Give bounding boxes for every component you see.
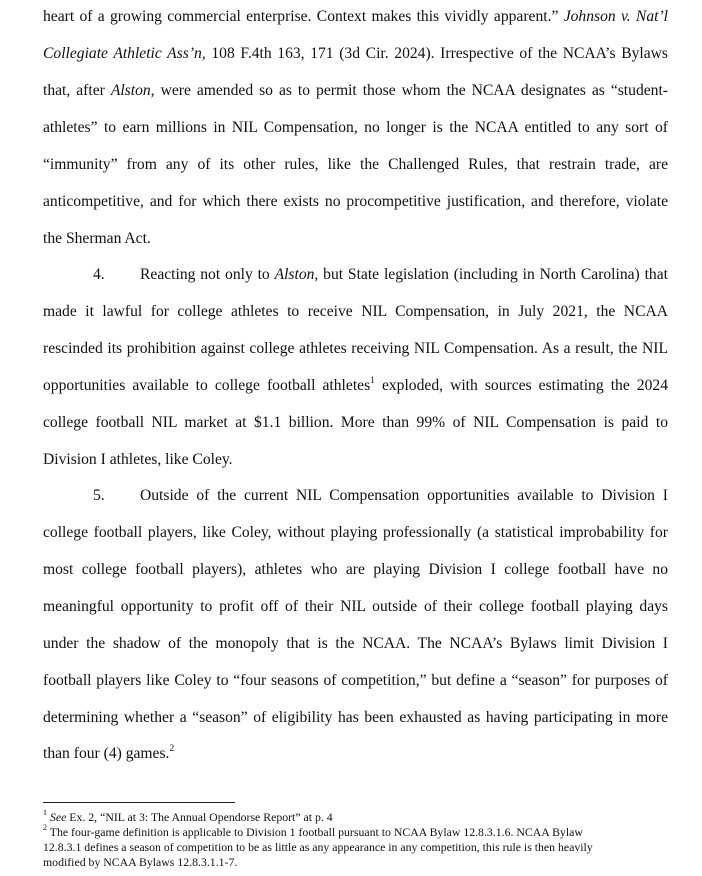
- footnote-mark: 2: [43, 823, 47, 833]
- paragraph-5-line-1: [43, 483, 668, 509]
- body-text: Reacting not only to: [140, 266, 270, 283]
- paragraph-4-line-5: college football NIL market at $1.1 billion. More than 99% of NIL Compensation is paid to: [43, 414, 668, 431]
- paragraph-5-line-6: football players like Coley to “four seasons of competition,” but define a “season” for purposes of: [43, 672, 668, 689]
- paragraph-5-line-8: [43, 741, 668, 767]
- body-text: were amended so as to permit those whom the NCAA designates as “student-: [160, 82, 668, 99]
- case-citation: Collegiate Athletic Ass’n,: [43, 45, 206, 62]
- footnote-text: Ex. 2, “NIL at 3: The Annual Opendorse Report” at p. 4: [69, 810, 333, 824]
- paragraph-4-line-2: made it lawful for college athletes to receive NIL Compensation, in July 2021, the NCAA: [43, 303, 668, 320]
- body-text: heart of a growing commercial enterprise. Context makes this vividly apparent.”: [43, 8, 559, 25]
- footnote-mark: 1: [43, 808, 47, 818]
- body-line-7: the Sherman Act.: [43, 230, 151, 247]
- paragraph-5-line-3: most college football players), athletes who are playing Division I college football have no: [43, 561, 668, 578]
- paragraph-4-line-3: rescinded its prohibition against college athletes receiving NIL Compensation. As a result, the NIL: [43, 340, 668, 357]
- footnote-2-line-1: [43, 825, 668, 839]
- paragraph-5-line-2: college football players, like Coley, without playing professionally (a statistical improbability for: [43, 524, 668, 541]
- body-line-2: [43, 41, 668, 67]
- footnote-ref-2[interactable]: 2: [169, 743, 175, 754]
- paragraph-5-line-4: meaningful opportunity to profit off of their NIL outside of their college football playing days: [43, 598, 668, 615]
- body-line-6: anticompetitive, and for which there exists no procompetitive justification, and therefore, violate: [43, 193, 668, 210]
- paragraph-4-line-6: Division I athletes, like Coley.: [43, 451, 233, 468]
- footnote-separator: [43, 802, 235, 803]
- body-text: than four (4) games.: [43, 745, 170, 762]
- case-citation: Johnson v. Nat’l: [563, 8, 668, 25]
- body-text: , but State legislation (including in North Carolina) that: [314, 266, 668, 283]
- footnote-1: [43, 810, 668, 824]
- body-line-1: [43, 4, 668, 30]
- paragraph-5-line-5: under the shadow of the monopoly that is the NCAA. The NCAA’s Bylaws limit Division I: [43, 635, 668, 652]
- footnote-text: The four-game definition is applicable to Division 1 football pursuant to NCAA Bylaw 12.8.3.1.6. NCAA Bylaw: [49, 825, 583, 839]
- body-text: exploded, with sources estimating the 2024: [381, 377, 668, 394]
- paragraph-4-line-4: [43, 373, 668, 399]
- footnote-2-line-2: 12.8.3.1 defines a season of competition to be as little as any appearance in any competition, this rule is then heavily: [43, 840, 593, 854]
- footnote-ref-1[interactable]: 1: [370, 375, 375, 386]
- body-text: 108 F.4th 163, 171 (3d Cir. 2024). Irrespective of the NCAA’s Bylaws: [211, 45, 669, 62]
- footnote-2-line-3: modified by NCAA Bylaws 12.8.3.1.1-7.: [43, 855, 238, 869]
- paragraph-number: 4.: [93, 266, 105, 283]
- paragraph-number: 5.: [93, 487, 105, 504]
- signal-word: See: [49, 810, 67, 824]
- body-line-5: “immunity” from any of its other rules, like the Challenged Rules, that restrain trade, are: [43, 156, 668, 173]
- paragraph-4-line-1: [43, 262, 668, 288]
- case-name: Alston,: [110, 82, 155, 99]
- paragraph-5-line-7: determining whether a “season” of eligibility has been exhausted as having participating in more: [43, 709, 668, 726]
- case-name: Alston: [274, 266, 315, 283]
- body-line-4: athletes” to earn millions in NIL Compensation, no longer is the NCAA entitled to any sort of: [43, 119, 668, 136]
- body-text: opportunities available to college football athletes: [43, 377, 371, 394]
- body-text: that, after: [43, 82, 105, 99]
- body-line-3: [43, 78, 668, 104]
- body-text: Outside of the current NIL Compensation opportunities available to Division I: [140, 487, 668, 504]
